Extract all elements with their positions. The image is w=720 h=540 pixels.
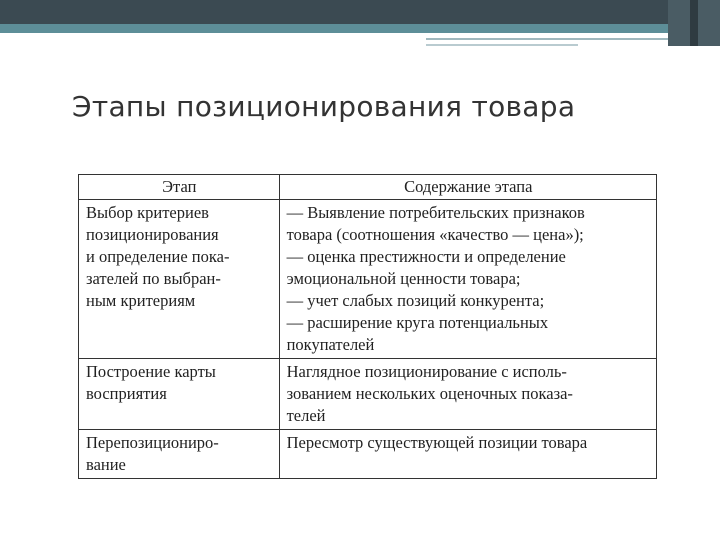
content-line: Пересмотр существующей позиции товара xyxy=(286,433,588,452)
stage-line: позиционирования xyxy=(86,225,219,244)
content-line: — расширение круга потенциальных xyxy=(286,313,549,332)
header-accent-line-short xyxy=(426,44,578,46)
content-cell xyxy=(279,359,656,430)
content-line: — оценка престижности и определение xyxy=(286,247,566,266)
content-line: — учет слабых позиций конкурента; xyxy=(286,291,545,310)
table-row xyxy=(79,359,657,430)
content-line: — Выявление потребительских признаков xyxy=(286,203,585,222)
stage-line: восприятия xyxy=(86,384,167,403)
stage-cell xyxy=(79,359,280,430)
table-row xyxy=(79,430,657,479)
stage-line: ным критериям xyxy=(86,291,196,310)
content-line: Наглядное позиционирование с исполь- xyxy=(286,362,567,381)
stage-line: и определение пока- xyxy=(86,247,230,266)
stage-line: зателей по выбран- xyxy=(86,269,221,288)
content-line: зованием нескольких оценочных показа- xyxy=(286,384,573,403)
stage-line: Построение карты xyxy=(86,362,216,381)
content-cell xyxy=(279,200,656,359)
stage-line: Перепозициониро- xyxy=(86,433,219,452)
slide-title: Этапы позиционирования товара xyxy=(72,90,576,123)
content-line: покупателей xyxy=(286,335,375,354)
stage-line: Выбор критериев xyxy=(86,203,209,222)
content-cell xyxy=(279,430,656,479)
header-stage: Этап xyxy=(79,175,280,200)
table-row xyxy=(79,200,657,359)
header-band-teal xyxy=(0,24,720,33)
content-line: товара (соотношения «качество — цена»); xyxy=(286,225,584,244)
header-content: Содержание этапа xyxy=(279,175,656,200)
table-header-row xyxy=(79,175,657,200)
stages-table xyxy=(78,174,657,479)
content-line: телей xyxy=(286,406,326,425)
header-band-dark xyxy=(0,0,720,24)
stage-line: вание xyxy=(86,455,126,474)
header-corner-stripe xyxy=(690,0,698,46)
content-line: эмоциональной ценности товара; xyxy=(286,269,521,288)
stage-cell xyxy=(79,200,280,359)
stage-cell xyxy=(79,430,280,479)
